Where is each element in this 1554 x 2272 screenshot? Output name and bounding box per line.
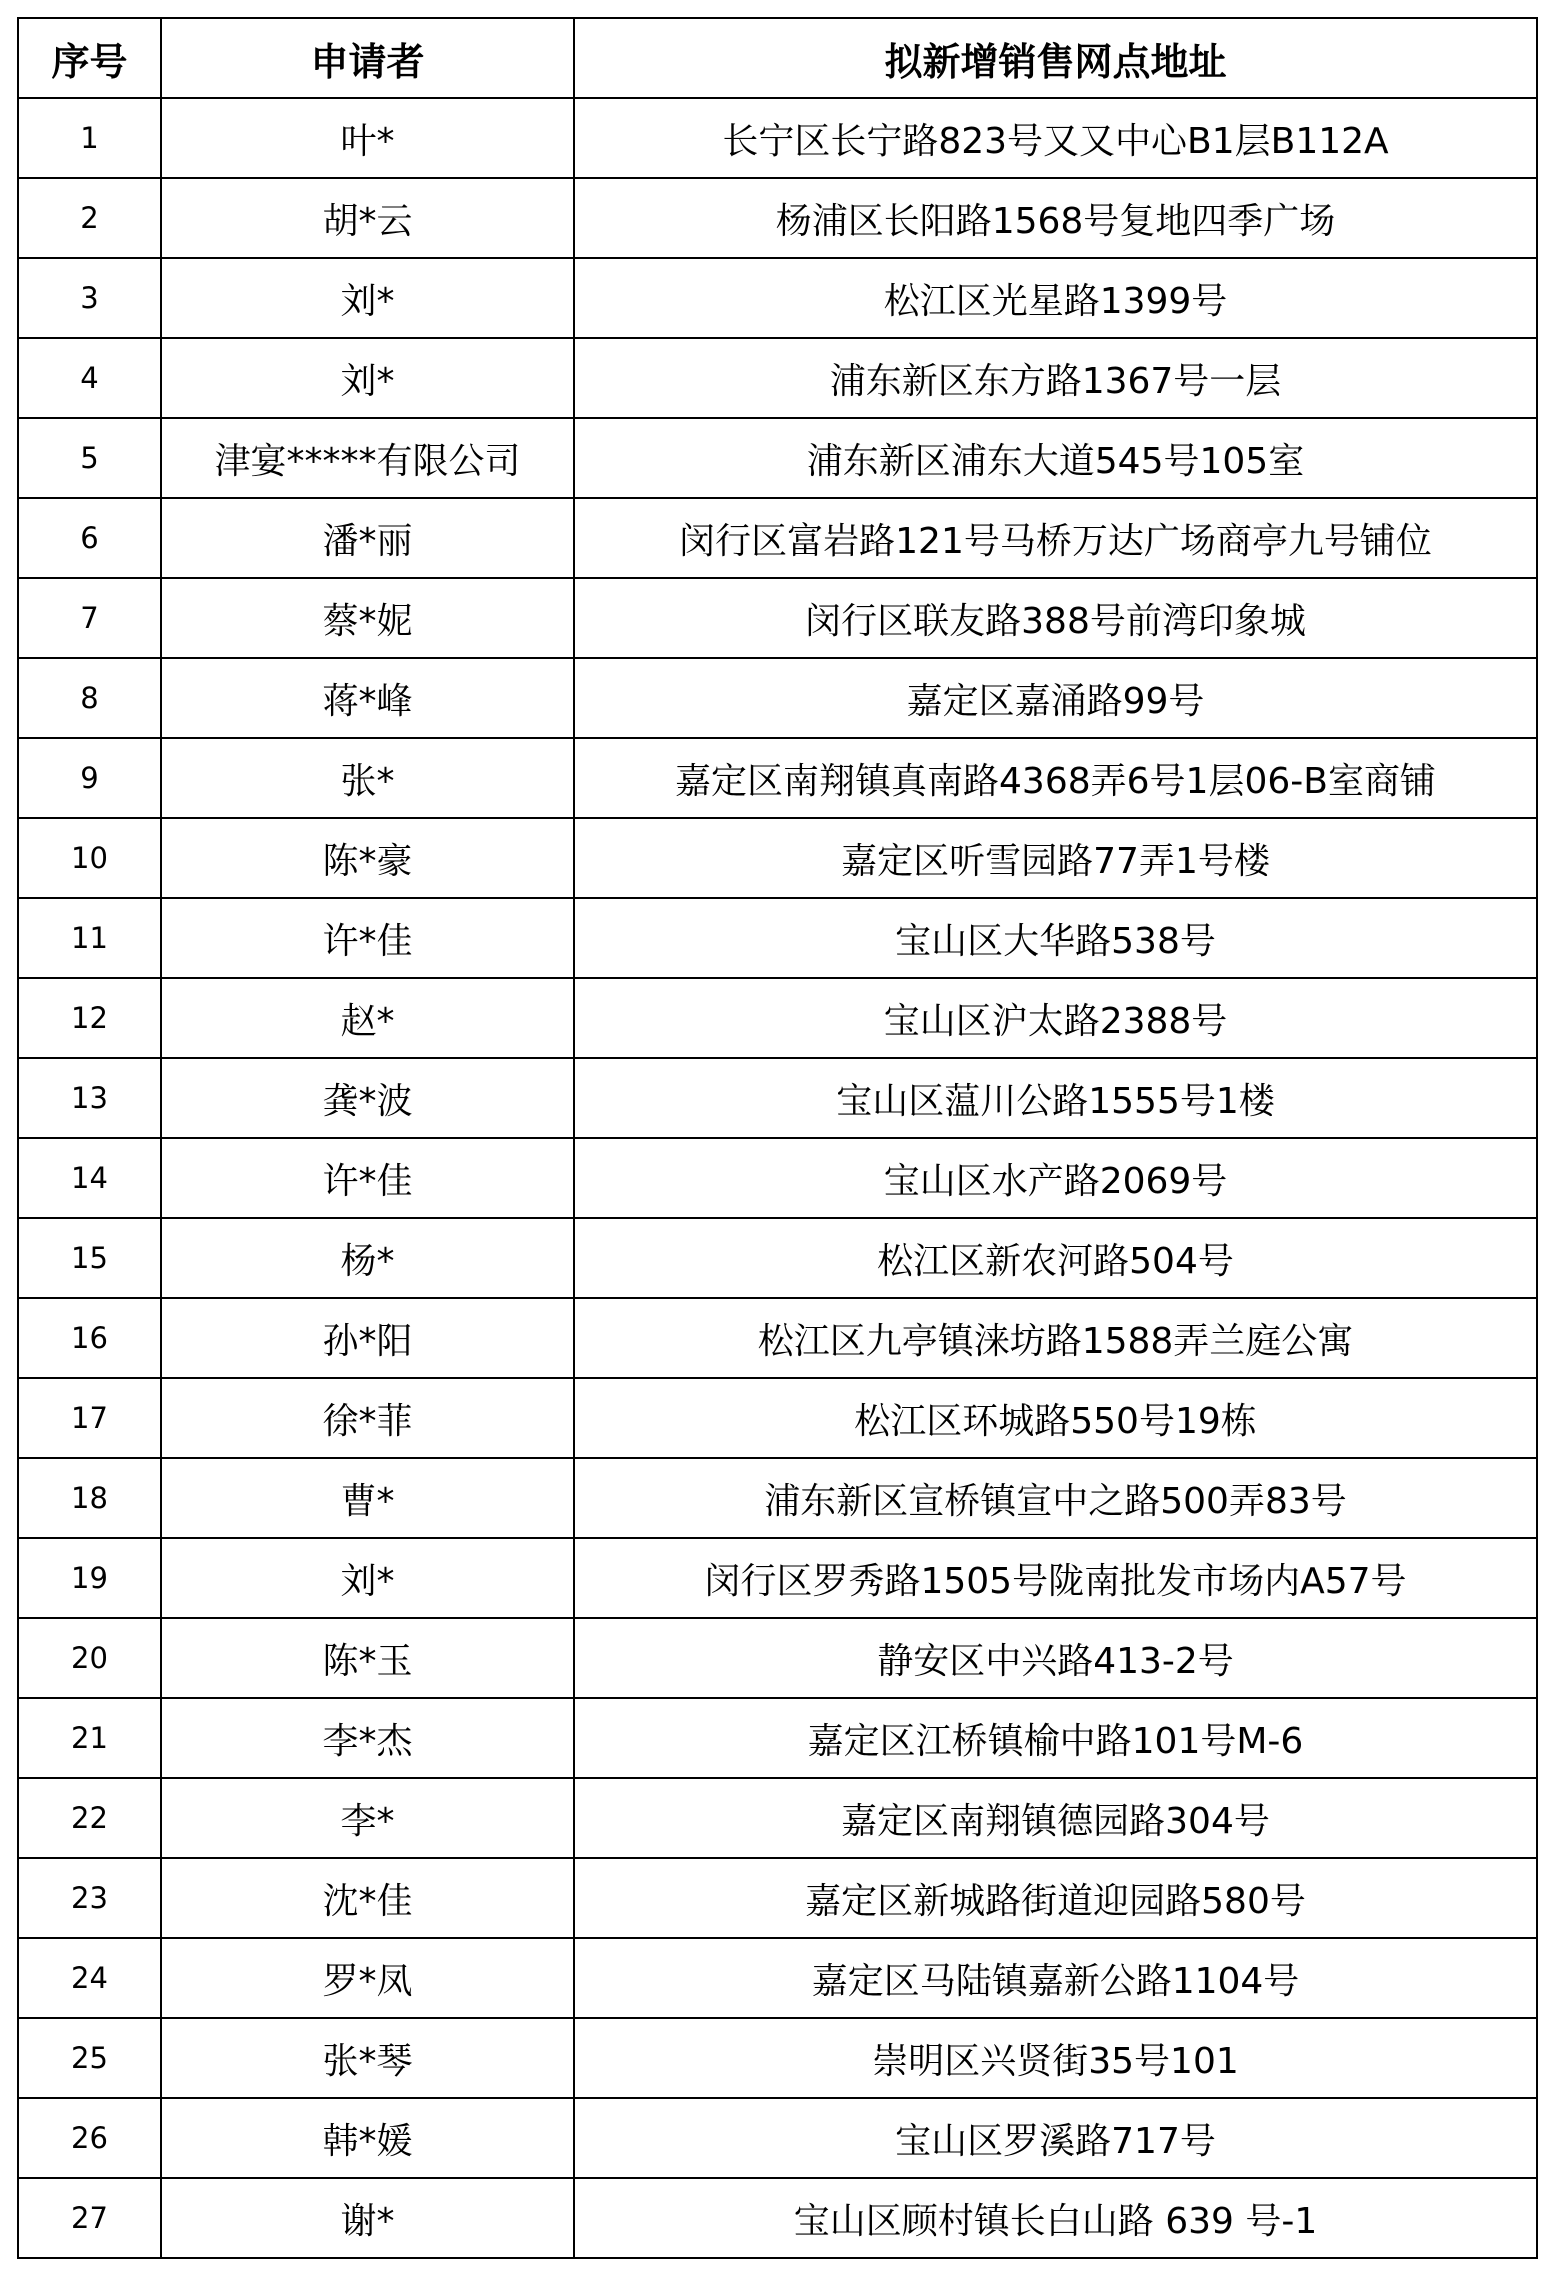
row-address-cell: 闵行区联友路388号前湾印象城 (574, 578, 1537, 658)
row-applicant-cell: 陈*豪 (161, 818, 574, 898)
row-index-cell: 10 (18, 818, 161, 898)
table-row (18, 898, 1537, 978)
row-index-cell: 2 (18, 178, 161, 258)
row-address-cell: 嘉定区听雪园路77弄1号楼 (574, 818, 1537, 898)
row-address-cell: 宝山区大华路538号 (574, 898, 1537, 978)
row-applicant-cell: 张* (161, 738, 574, 818)
row-index-cell: 5 (18, 418, 161, 498)
row-applicant-cell: 潘*丽 (161, 498, 574, 578)
table-row (18, 1698, 1537, 1778)
row-index-cell: 24 (18, 1938, 161, 2018)
row-address-cell: 嘉定区嘉涌路99号 (574, 658, 1537, 738)
row-address-cell: 宝山区顾村镇长白山路 639 号-1 (574, 2178, 1537, 2258)
table-row (18, 1858, 1537, 1938)
row-address-cell: 松江区九亭镇涞坊路1588弄兰庭公寓 (574, 1298, 1537, 1378)
row-address-cell: 浦东新区浦东大道545号105室 (574, 418, 1537, 498)
row-address-cell: 嘉定区南翔镇德园路304号 (574, 1778, 1537, 1858)
header-row (18, 18, 1537, 98)
row-applicant-cell: 孙*阳 (161, 1298, 574, 1378)
table-row (18, 1138, 1537, 1218)
row-applicant-cell: 沈*佳 (161, 1858, 574, 1938)
row-index-cell: 7 (18, 578, 161, 658)
row-index-cell: 25 (18, 2018, 161, 2098)
row-applicant-cell: 谢* (161, 2178, 574, 2258)
table-row (18, 338, 1537, 418)
table-row (18, 2018, 1537, 2098)
row-index-cell: 11 (18, 898, 161, 978)
table-row (18, 738, 1537, 818)
applicant-table-container (17, 17, 1536, 2259)
row-index-cell: 8 (18, 658, 161, 738)
row-applicant-cell: 张*琴 (161, 2018, 574, 2098)
row-applicant-cell: 胡*云 (161, 178, 574, 258)
table-row (18, 1218, 1537, 1298)
row-address-cell: 浦东新区东方路1367号一层 (574, 338, 1537, 418)
row-applicant-cell: 韩*媛 (161, 2098, 574, 2178)
table-row (18, 178, 1537, 258)
row-address-cell: 嘉定区江桥镇榆中路101号M-6 (574, 1698, 1537, 1778)
row-address-cell: 宝山区蕰川公路1555号1楼 (574, 1058, 1537, 1138)
row-applicant-cell: 罗*凤 (161, 1938, 574, 2018)
row-index-cell: 14 (18, 1138, 161, 1218)
header-applicant: 申请者 (161, 18, 574, 98)
row-address-cell: 崇明区兴贤街35号101 (574, 2018, 1537, 2098)
row-address-cell: 长宁区长宁路823号又又中心B1层B112A (574, 98, 1537, 178)
row-index-cell: 9 (18, 738, 161, 818)
row-address-cell: 嘉定区新城路街道迎园路580号 (574, 1858, 1537, 1938)
table-row (18, 1378, 1537, 1458)
row-address-cell: 宝山区水产路2069号 (574, 1138, 1537, 1218)
table-row (18, 1298, 1537, 1378)
row-index-cell: 3 (18, 258, 161, 338)
row-index-cell: 27 (18, 2178, 161, 2258)
row-address-cell: 松江区光星路1399号 (574, 258, 1537, 338)
row-applicant-cell: 刘* (161, 338, 574, 418)
table-row (18, 1458, 1537, 1538)
row-applicant-cell: 蔡*妮 (161, 578, 574, 658)
row-index-cell: 16 (18, 1298, 161, 1378)
table-row (18, 418, 1537, 498)
applicant-table (17, 17, 1538, 2259)
row-index-cell: 13 (18, 1058, 161, 1138)
row-address-cell: 松江区新农河路504号 (574, 1218, 1537, 1298)
row-applicant-cell: 龚*波 (161, 1058, 574, 1138)
row-applicant-cell: 许*佳 (161, 898, 574, 978)
row-address-cell: 闵行区富岩路121号马桥万达广场商亭九号铺位 (574, 498, 1537, 578)
table-row (18, 1778, 1537, 1858)
table-row (18, 1938, 1537, 2018)
row-index-cell: 1 (18, 98, 161, 178)
row-index-cell: 22 (18, 1778, 161, 1858)
row-index-cell: 19 (18, 1538, 161, 1618)
table-row (18, 258, 1537, 338)
row-index-cell: 26 (18, 2098, 161, 2178)
row-applicant-cell: 许*佳 (161, 1138, 574, 1218)
row-applicant-cell: 叶* (161, 98, 574, 178)
table-row (18, 498, 1537, 578)
row-index-cell: 15 (18, 1218, 161, 1298)
header-address: 拟新增销售网点地址 (574, 18, 1537, 98)
table-row (18, 98, 1537, 178)
row-index-cell: 12 (18, 978, 161, 1058)
row-address-cell: 杨浦区长阳路1568号复地四季广场 (574, 178, 1537, 258)
table-row (18, 1538, 1537, 1618)
row-applicant-cell: 刘* (161, 258, 574, 338)
row-index-cell: 23 (18, 1858, 161, 1938)
row-address-cell: 静安区中兴路413-2号 (574, 1618, 1537, 1698)
row-applicant-cell: 蒋*峰 (161, 658, 574, 738)
table-header (18, 18, 1537, 98)
table-row (18, 978, 1537, 1058)
row-applicant-cell: 刘* (161, 1538, 574, 1618)
table-row (18, 2098, 1537, 2178)
row-address-cell: 松江区环城路550号19栋 (574, 1378, 1537, 1458)
row-index-cell: 6 (18, 498, 161, 578)
table-row (18, 818, 1537, 898)
table-row (18, 1058, 1537, 1138)
row-index-cell: 21 (18, 1698, 161, 1778)
row-address-cell: 宝山区沪太路2388号 (574, 978, 1537, 1058)
header-index: 序号 (18, 18, 161, 98)
row-address-cell: 嘉定区马陆镇嘉新公路1104号 (574, 1938, 1537, 2018)
row-applicant-cell: 杨* (161, 1218, 574, 1298)
row-applicant-cell: 徐*菲 (161, 1378, 574, 1458)
row-applicant-cell: 陈*玉 (161, 1618, 574, 1698)
row-applicant-cell: 津宴*****有限公司 (161, 418, 574, 498)
row-address-cell: 浦东新区宣桥镇宣中之路500弄83号 (574, 1458, 1537, 1538)
row-applicant-cell: 曹* (161, 1458, 574, 1538)
row-applicant-cell: 李*杰 (161, 1698, 574, 1778)
row-index-cell: 18 (18, 1458, 161, 1538)
row-index-cell: 4 (18, 338, 161, 418)
row-index-cell: 20 (18, 1618, 161, 1698)
row-address-cell: 宝山区罗溪路717号 (574, 2098, 1537, 2178)
table-row (18, 1618, 1537, 1698)
row-applicant-cell: 李* (161, 1778, 574, 1858)
row-address-cell: 闵行区罗秀路1505号陇南批发市场内A57号 (574, 1538, 1537, 1618)
row-address-cell: 嘉定区南翔镇真南路4368弄6号1层06-B室商铺 (574, 738, 1537, 818)
row-applicant-cell: 赵* (161, 978, 574, 1058)
table-body (18, 98, 1537, 2258)
table-row (18, 578, 1537, 658)
row-index-cell: 17 (18, 1378, 161, 1458)
table-row (18, 658, 1537, 738)
table-row (18, 2178, 1537, 2258)
